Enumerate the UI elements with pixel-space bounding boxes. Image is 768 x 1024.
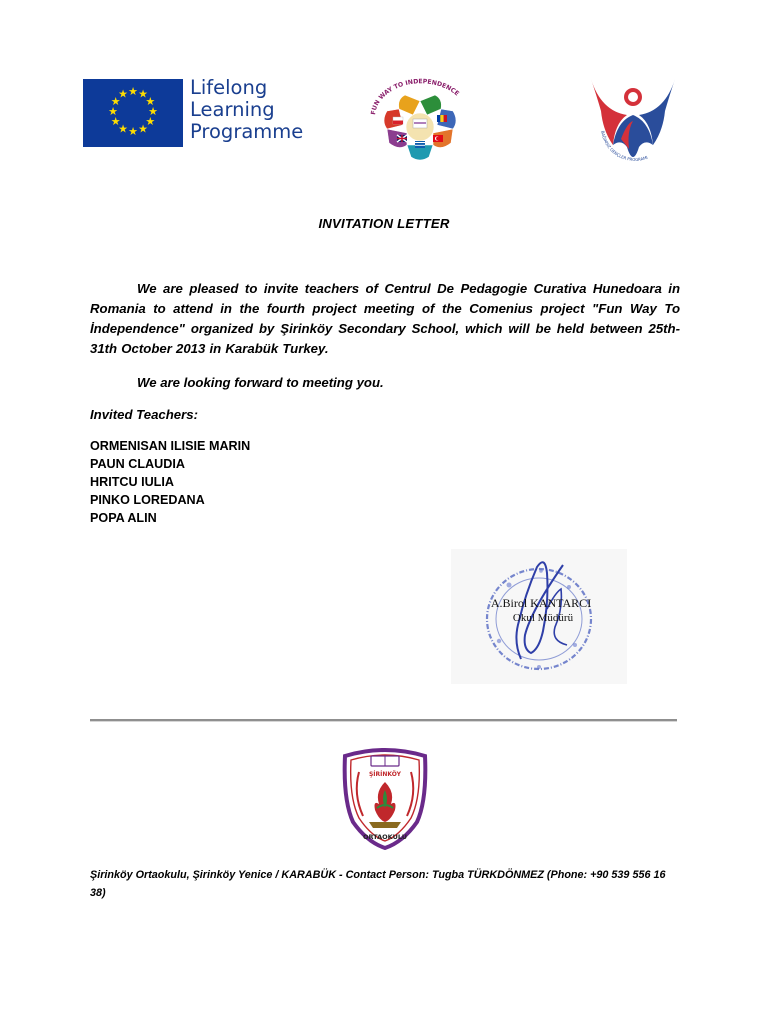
footer-contact: Şirinköy Ortaokulu, Şirinköy Yenice / KARABÜK - Contact Person: Tugba TÜRKDÖNMEZ (Phone: +90 539 556 16 38) xyxy=(90,869,666,899)
svg-text:★: ★ xyxy=(138,87,148,101)
eu-flag-icon xyxy=(83,79,183,147)
svg-text:★: ★ xyxy=(128,125,138,138)
youth-programme-logo xyxy=(583,75,683,175)
letter-title: INVITATION LETTER xyxy=(318,216,450,231)
svg-text:★: ★ xyxy=(148,105,158,118)
svg-text:★: ★ xyxy=(108,105,118,118)
svg-text:FUN WAY TO INDEPENDENCE: FUN WAY TO INDEPENDENCE xyxy=(370,78,461,116)
svg-text:★: ★ xyxy=(145,95,156,108)
svg-text:★: ★ xyxy=(145,115,156,128)
school-emblem xyxy=(339,742,431,850)
svg-text:★: ★ xyxy=(128,85,138,98)
emblem-school-type: ORTAOKULU xyxy=(362,833,408,841)
svg-text:★: ★ xyxy=(118,87,128,101)
teacher-name: ORMENISAN ILISIE MARIN xyxy=(90,439,251,453)
llp-line-3: Programme xyxy=(190,120,304,143)
fun-way-to-independence-logo xyxy=(363,77,477,173)
invited-teachers-heading: Invited Teachers: xyxy=(90,407,198,422)
llp-wordmark xyxy=(190,77,320,143)
teacher-name: POPA ALIN xyxy=(90,511,157,525)
emblem-school-name: ŞİRİNKÖY xyxy=(368,771,402,778)
svg-text:★: ★ xyxy=(138,122,148,136)
teacher-list xyxy=(90,437,250,527)
svg-text:★: ★ xyxy=(118,122,128,136)
teacher-name: PAUN CLAUDIA xyxy=(90,457,185,471)
svg-text:BAĞIMSIZ GENÇLER PROGRAMI: BAĞIMSIZ GENÇLER PROGRAMI xyxy=(600,130,649,163)
svg-text:★: ★ xyxy=(110,115,121,128)
footer-divider xyxy=(90,719,677,721)
teacher-name: HRITCU IULIA xyxy=(90,475,174,489)
lifelong-learning-programme-logo xyxy=(83,76,315,149)
signatory-role: Okul Müdürü xyxy=(512,612,574,624)
llp-line-1: Lifelong xyxy=(190,76,268,99)
official-stamp xyxy=(451,549,627,684)
svg-text:★: ★ xyxy=(110,95,121,108)
teacher-name: PINKO LOREDANA xyxy=(90,493,205,507)
invitation-paragraph: We are pleased to invite teachers of Centrul De Pedagogie Curativa Hunedoara in Romania to attend in the fourth project meeting of the Comenius project "Fun Way To İndependence" organized by Şirinköy Secondary School, which will be held between 25th-31th October 2013 in Karabük Turkey. xyxy=(90,281,680,356)
llp-line-2: Learning xyxy=(190,98,275,121)
signatory-name: A.Birol KANTARCI xyxy=(490,596,592,610)
closing-line: We are looking forward to meeting you. xyxy=(137,375,384,390)
